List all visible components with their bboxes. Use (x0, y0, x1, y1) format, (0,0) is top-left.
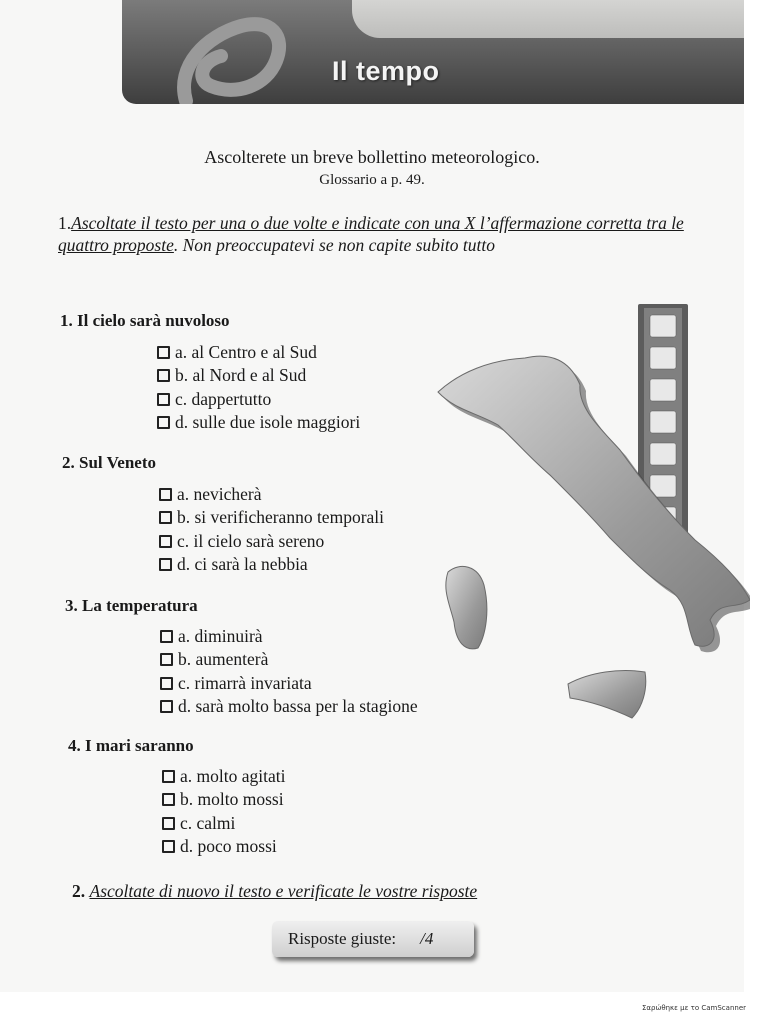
exercise-1-rest-text: . Non preoccupatevi se non capite subito tutto (173, 235, 495, 255)
checkbox[interactable] (160, 653, 173, 666)
checkbox[interactable] (159, 535, 172, 548)
option-label: b. si verificheranno temporali (177, 507, 385, 528)
question-2-option-b[interactable] (159, 506, 384, 529)
question-2-option-a[interactable] (159, 483, 384, 506)
checkbox[interactable] (160, 677, 173, 690)
checkbox[interactable] (159, 488, 172, 501)
exercise-2-text: Ascoltate di nuovo il testo e verificate le vostre risposte (89, 881, 478, 901)
question-3-option-d[interactable] (160, 695, 418, 718)
checkbox[interactable] (157, 369, 170, 382)
question-4-option-b[interactable] (162, 788, 285, 811)
checkbox[interactable] (162, 840, 175, 853)
score-value: /4 (420, 929, 434, 948)
checkbox[interactable] (157, 393, 170, 406)
scanner-watermark: Σαρώθηκε με το CamScanner (641, 1004, 746, 1012)
checkbox[interactable] (157, 346, 170, 359)
option-label: a. nevicherà (177, 484, 262, 504)
question-2-option-d[interactable] (159, 553, 384, 576)
score-label: Risposte giuste: (288, 929, 397, 948)
option-label: c. il cielo sarà sereno (177, 530, 325, 551)
question-1-title: 1. Il cielo sarà nuvoloso (60, 311, 230, 330)
checkbox[interactable] (162, 793, 175, 806)
question-1-option-b[interactable] (157, 364, 360, 387)
question-4-options (162, 765, 285, 858)
banner-photo (352, 0, 744, 38)
checkbox[interactable] (159, 558, 172, 571)
intro-text: Ascolterete un breve bollettino meteorologico. (204, 147, 540, 167)
question-4-option-a[interactable] (162, 765, 285, 788)
option-label: b. molto mossi (180, 789, 284, 810)
question-2-option-c[interactable] (159, 530, 384, 553)
question-1-options (157, 341, 360, 434)
option-label: a. diminuirà (178, 626, 263, 646)
exercise-1-underlined-text: Ascoltate il testo per una o due volte e indicate con una X l’affermazione corretta tra le quattro proposte (58, 213, 684, 255)
option-label: d. sarà molto bassa per la stagione (178, 695, 418, 716)
question-1-option-c[interactable] (157, 388, 360, 411)
chapter-logo-icon (166, 6, 296, 104)
question-3-options (160, 625, 418, 718)
option-label: a. molto agitati (180, 766, 286, 786)
question-1-option-a[interactable] (157, 341, 360, 364)
checkbox[interactable] (162, 770, 175, 783)
question-1-option-d[interactable] (157, 411, 360, 434)
question-3-option-b[interactable] (160, 648, 418, 671)
checkbox[interactable] (162, 817, 175, 830)
option-label: b. al Nord e al Sud (175, 365, 307, 386)
chapter-banner (122, 0, 744, 104)
exercise-1-instruction (58, 212, 688, 256)
checkbox[interactable] (159, 511, 172, 524)
option-label: a. al Centro e al Sud (175, 342, 317, 362)
question-4-option-c[interactable] (162, 812, 285, 835)
italy-weather-map (420, 300, 750, 730)
checkbox[interactable] (157, 416, 170, 429)
option-label: b. aumenterà (178, 649, 269, 670)
question-3-title: 3. La temperatura (65, 596, 198, 615)
chapter-title: Il tempo (332, 56, 440, 86)
question-2-title: 2. Sul Veneto (62, 453, 156, 472)
question-4-title: 4. I mari saranno (68, 736, 194, 755)
option-label: d. sulle due isole maggiori (175, 411, 361, 432)
exercise-1-number: 1. (58, 213, 72, 233)
score-box (272, 921, 474, 957)
option-label: c. rimarrà invariata (178, 672, 312, 693)
option-label: d. poco mossi (180, 835, 277, 856)
option-label: c. calmi (180, 812, 236, 833)
question-2-options (159, 483, 384, 576)
option-label: c. dappertutto (175, 388, 272, 409)
glossary-reference: Glossario a p. 49. (319, 172, 425, 188)
exercise-2-instruction (72, 881, 477, 902)
checkbox[interactable] (160, 700, 173, 713)
question-3-option-c[interactable] (160, 672, 418, 695)
exercise-2-number: 2. (72, 881, 86, 901)
option-label: d. ci sarà la nebbia (177, 553, 308, 574)
checkbox[interactable] (160, 630, 173, 643)
question-4-option-d[interactable] (162, 835, 285, 858)
question-3-option-a[interactable] (160, 625, 418, 648)
